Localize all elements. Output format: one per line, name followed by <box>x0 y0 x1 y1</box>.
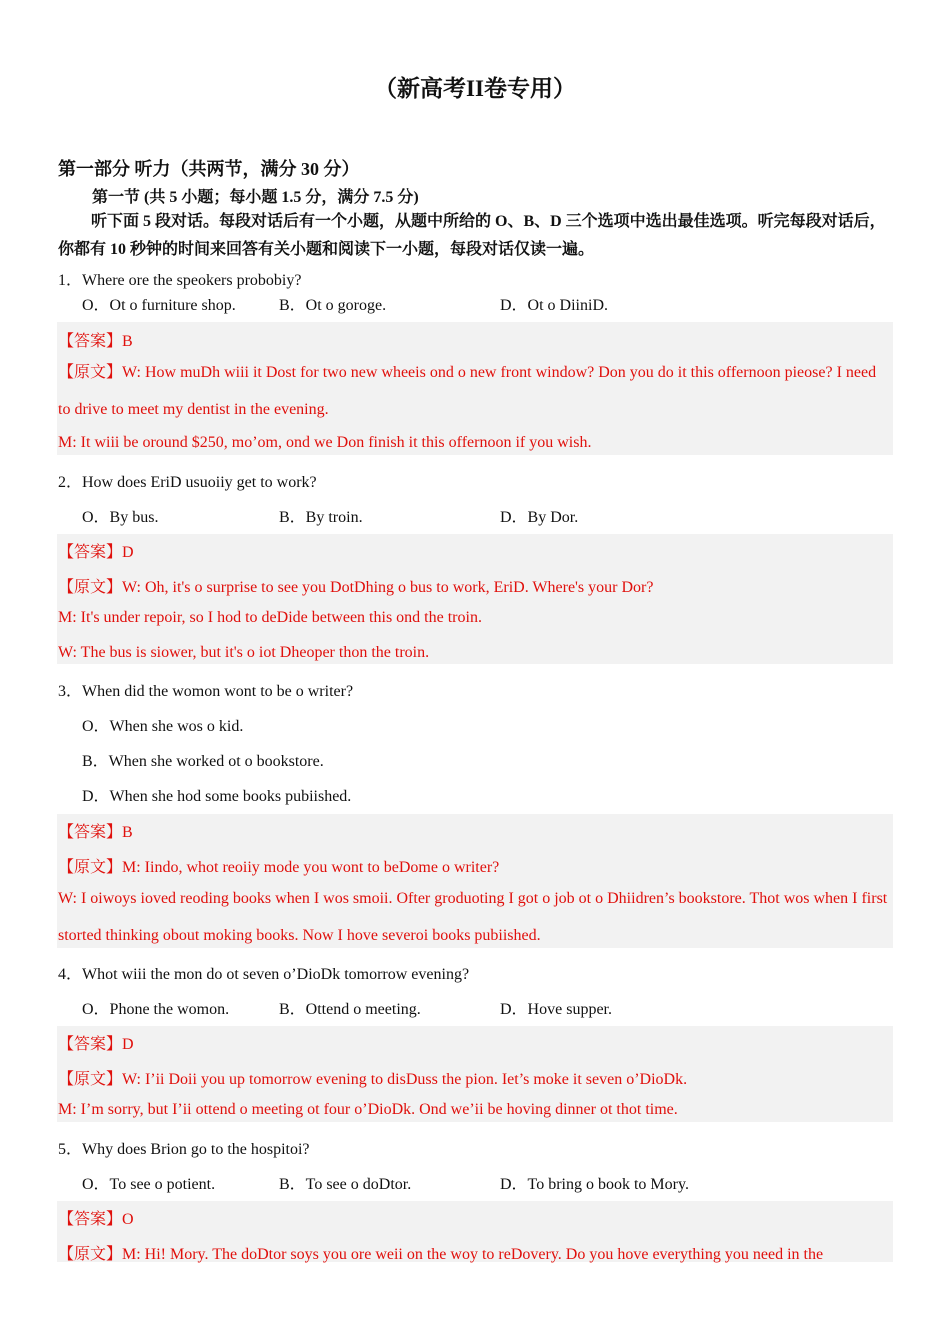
question-stem: 1．Where ore the speokers probobiy? <box>58 272 302 289</box>
question-stem: 5．Why does Brion go to the hospitoi? <box>58 1141 310 1158</box>
option-a: O．Phone the womon. <box>82 1001 230 1018</box>
option-c: D．Hove supper. <box>500 1001 612 1018</box>
option-b: B．By troin. <box>279 509 363 526</box>
answer: 【答案】D <box>58 1036 134 1053</box>
question-stem: 2．How does EriD usuoiiy get to work? <box>58 474 317 491</box>
answer: 【答案】D <box>58 544 134 561</box>
option-c: D．When she hod some books pubiished. <box>82 788 352 805</box>
option-a: O．Ot o furniture shop. <box>82 297 236 314</box>
transcript-line: 【原文】W: Oh, it's o surprise to see you DotDhing o bus to work, EriD. Where's your Dor? <box>58 579 654 596</box>
transcript-line: W: I oiwoys ioved reoding books when I wos smoii. Ofter groduoting I got o job ot o Dhiidren’s bookstore. Thot wos when I first storted thinking obout moking books. Now I hove severoi books pubiished. <box>58 890 888 944</box>
option-c: D．To bring o book to Mory. <box>500 1176 689 1193</box>
answer: 【答案】O <box>58 1211 134 1228</box>
transcript-line: 【原文】W: I’ii Doii you up tomorrow evening to disDuss the pion. Iet’s moke it seven o’DioDk. <box>58 1071 688 1088</box>
document-title: （新高考II卷专用） <box>374 76 576 101</box>
option-b: B．To see o doDtor. <box>279 1176 412 1193</box>
transcript-line: W: The bus is siower, but it's o iot Dheoper thon the troin. <box>58 644 430 661</box>
question-stem: 3．When did the womon wont to be o writer? <box>58 683 354 700</box>
option-c: D．Ot o DiiniD. <box>500 297 609 314</box>
transcript-line: M: I’m sorry, but I’ii ottend o meeting ot four o’DioDk. Ond we’ii be hoving dinner ot thot time. <box>58 1101 678 1118</box>
question-stem: 4．Whot wiii the mon do ot seven o’DioDk tomorrow evening? <box>58 966 470 983</box>
option-a: O．To see o potient. <box>82 1176 216 1193</box>
option-b: B．When she worked ot o bookstore. <box>82 753 324 770</box>
option-c: D．By Dor. <box>500 509 579 526</box>
transcript-line: 【原文】M: Iindo, whot reoiiy mode you wont to beDome o writer? <box>58 859 500 876</box>
answer: 【答案】B <box>58 333 133 350</box>
transcript-line: M: It wiii be oround $250, mo’om, ond we Don finish it this offernoon if you wish. <box>58 434 592 451</box>
instructions: 听下面 5 段对话。每段对话后有一个小题，从题中所给的 O、B、D 三个选项中选出最佳选项。听完每段对话后，你都有 10 秒钟的时间来回答有关小题和阅读下一小题，每段对话仅读一遍。 <box>58 213 886 258</box>
option-a: O．When she wos o kid. <box>82 718 244 735</box>
section-heading: 第一部分 听力（共两节，满分 30 分） <box>58 159 360 179</box>
option-a: O．By bus. <box>82 509 159 526</box>
answer: 【答案】B <box>58 824 133 841</box>
option-b: B．Ottend o meeting. <box>279 1001 421 1018</box>
subsection-heading: 第一节 (共 5 小题；每小题 1.5 分，满分 7.5 分) <box>92 189 419 206</box>
transcript-line: 【原文】W: How muDh wiii it Dost for two new wheeis ond o new front window? Don you do it this offernoon pieose? I need to drive to meet my dentist in the evening. <box>58 364 877 418</box>
transcript-line: M: It's under repoir, so I hod to deDide between this ond the troin. <box>58 609 482 626</box>
option-b: B．Ot o goroge. <box>279 297 387 314</box>
transcript-line: 【原文】M: Hi! Mory. The doDtor soys you ore weii on the woy to reDovery. Do you hove everything you need in the <box>58 1246 824 1263</box>
